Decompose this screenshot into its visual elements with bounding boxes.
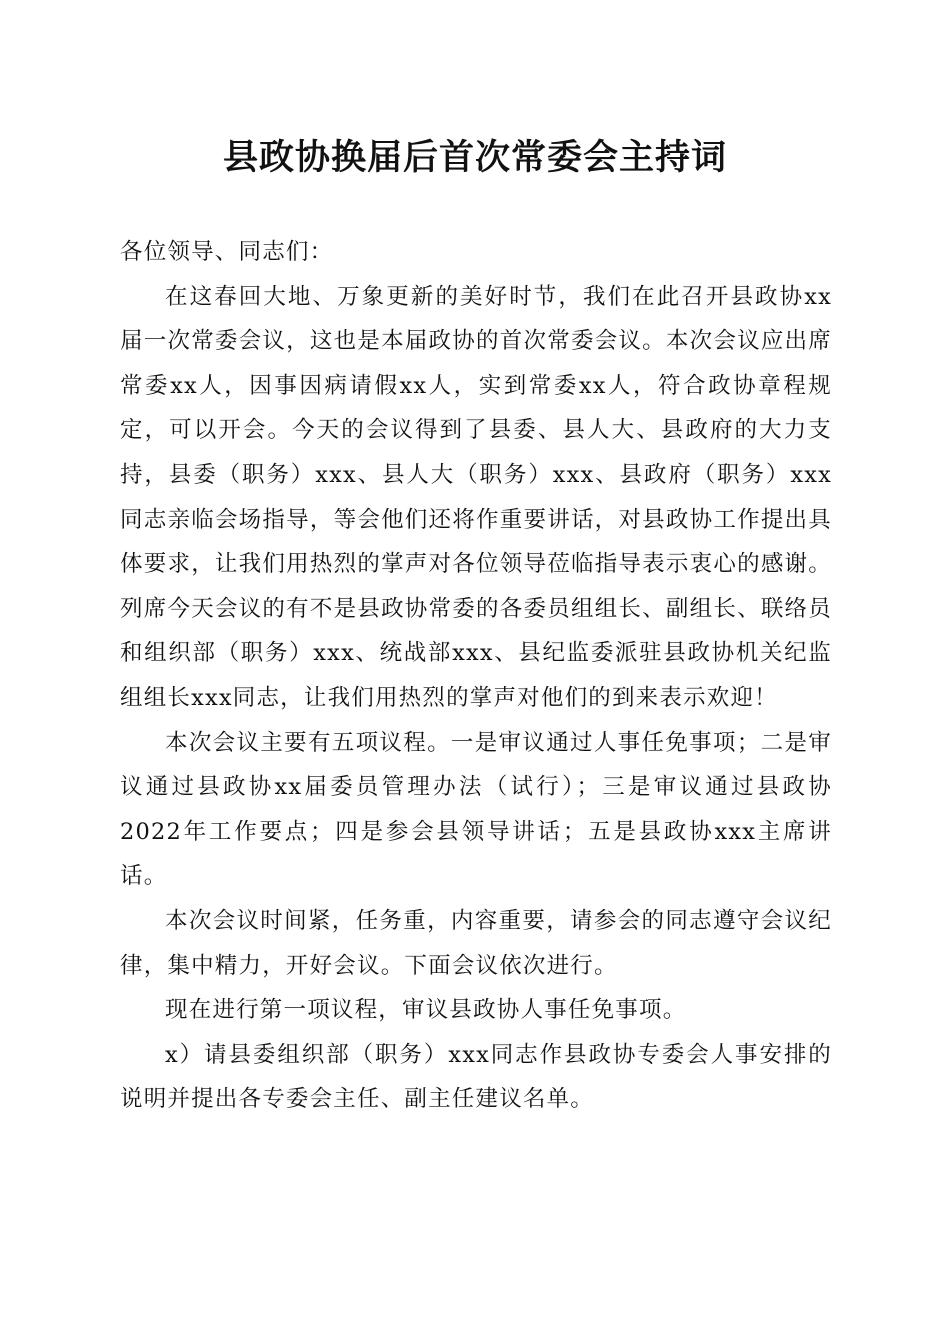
paragraph-discipline: 本次会议时间紧，任务重，内容重要，请参会的同志遵守会议纪律，集中精力，开好会议。下面会议依次进行。 (120, 907, 832, 979)
paragraph-opening: 在这春回大地、万象更新的美好时节，我们在此召开县政协xx届一次常委会议，这也是本届政协的首次常委会议。本次会议应出席常委xx人，因事因病请假xx人，实到常委xx人，符合政协章程规定，可以开会。今天的会议得到了县委、县人大、县政府的大力支持，县委（职务）xxx、县人大（职务）xxx、县政府（职务）xxx同志亲临会场指导，等会他们还将作重要讲话，对县政协工作提出具体要求，让我们用热烈的掌声对各位领导莅临指导表示衷心的感谢。列席今天会议的有不是县政协常委的各委员组组长、副组长、联络员和组织部（职务）xxx、统战部xxx、县纪监委派驻县政协机关纪监组组长xxx同志，让我们用热烈的掌声对他们的到来表示欢迎！ (120, 283, 832, 711)
paragraph-agenda: 本次会议主要有五项议程。一是审议通过人事任免事项；二是审议通过县政协xx届委员管理办法（试行）；三是审议通过县政协2022年工作要点；四是参会县领导讲话；五是县政协xxx主席讲话。 (120, 729, 832, 890)
paragraph-first-item: 现在进行第一项议程，审议县政协人事任免事项。 (165, 997, 687, 1024)
document-body (120, 230, 832, 1122)
paragraph-explanation: x）请县委组织部（职务）xxx同志作县政协专委会人事安排的说明并提出各专委会主任、副主任建议名单。 (120, 1041, 832, 1113)
salutation: 各位领导、同志们： (120, 239, 334, 265)
document-title: 县政协换届后首次常委会主持词 (222, 137, 727, 178)
